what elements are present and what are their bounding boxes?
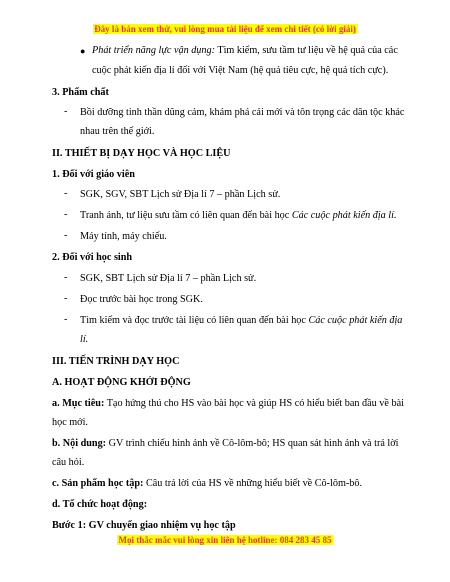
bullet1-line1 (92, 44, 398, 57)
teacher-item-2-text: Tranh ảnh, tư liệu sưu tầm có liên quan đến bài học (80, 210, 292, 221)
dash-icon: - (64, 314, 68, 325)
b-label: b. Nội dung: (52, 438, 107, 449)
dash-icon: - (64, 293, 68, 304)
dash-icon: - (64, 209, 68, 220)
teacher-item-2 (80, 209, 397, 222)
b-content-line2: câu hỏi. (52, 457, 85, 468)
dash-icon: - (64, 106, 68, 117)
bullet1-label: Phát triển năng lực vận dụng: (92, 45, 215, 56)
a-objective (52, 397, 404, 410)
d-title: d. Tổ chức hoạt động: (52, 499, 148, 510)
student-item-1: SGK, SBT Lịch sử Địa lí 7 – phần Lịch sử. (80, 273, 257, 284)
preview-banner-text: Đây là bản xem thử, vui lòng mua tài liệu để xem chi tiết (có lời giải) (94, 24, 356, 34)
teacher-item-1: SGK, SGV, SBT Lịch sử Địa lí 7 – phần Lịch sử. (80, 189, 281, 200)
b-content (52, 437, 398, 450)
part3-title: III. TIẾN TRÌNH DẠY HỌC (52, 356, 180, 367)
teacher-item-3: Máy tính, máy chiếu. (80, 231, 167, 242)
student-item-3-text: Tìm kiếm và đọc trước tài liệu có liên quan đến bài học (80, 315, 309, 326)
bullet-dot-icon: ● (80, 46, 86, 56)
step1-title: Bước 1: GV chuyển giao nhiệm vụ học tập (52, 520, 236, 531)
teacher-title: 1. Đối với giáo viên (52, 169, 135, 180)
hotline-banner (0, 535, 450, 545)
part2-title: II. THIẾT BỊ DẠY HỌC VÀ HỌC LIỆU (52, 148, 231, 159)
hotline-banner-text: Mọi thắc mắc vui lòng xin liên hệ hotline: 084 283 45 85 (118, 535, 332, 545)
partA-title: A. HOẠT ĐỘNG KHỞI ĐỘNG (52, 377, 191, 388)
student-title: 2. Đối với học sinh (52, 252, 133, 263)
dash-icon: - (64, 272, 68, 283)
preview-banner (0, 24, 450, 34)
section3-title: 3. Phẩm chất (52, 87, 109, 98)
student-item-3-line2 (80, 333, 88, 346)
a-label: a. Mục tiêu: (52, 398, 105, 409)
student-item-3 (80, 314, 402, 327)
student-item-3-italic2: lí. (80, 334, 89, 345)
student-item-3-italic: Các cuộc phát kiến địa (308, 315, 403, 326)
student-item-2: Đọc trước bài học trong SGK. (80, 294, 203, 305)
c-label: c. Sản phẩm học tập: (52, 478, 144, 489)
a-objective-line2: học mới. (52, 417, 88, 428)
bullet1-line2: cuộc phát kiến địa lí đối với Việt Nam (hệ quả tiêu cực, hệ quả tích cực). (92, 65, 389, 76)
dash-icon: - (64, 188, 68, 199)
dash-icon: - (64, 230, 68, 241)
bullet1-text1: Tìm kiếm, sưu tầm tư liệu về hệ quả của các (214, 45, 398, 56)
c-product (52, 477, 362, 490)
section3-item-line1: Bồi dưỡng tinh thần dũng cảm, khám phá cái mới và tôn trọng các dân tộc khác (80, 107, 405, 118)
b-text: GV trình chiếu hình ảnh về Cô-lôm-bô; HS quan sát hình ảnh và trả lời (106, 438, 399, 449)
a-text: Tạo hứng thú cho HS vào bài học và giúp HS có hiểu biết ban đầu về bài (104, 398, 404, 409)
teacher-item-2-italic: Các cuộc phát kiến địa lí. (291, 210, 397, 221)
section3-item-line2: nhau trên thế giới. (80, 126, 155, 137)
c-text: Câu trả lời của HS về những hiểu biết về Cô-lôm-bô. (143, 478, 363, 489)
